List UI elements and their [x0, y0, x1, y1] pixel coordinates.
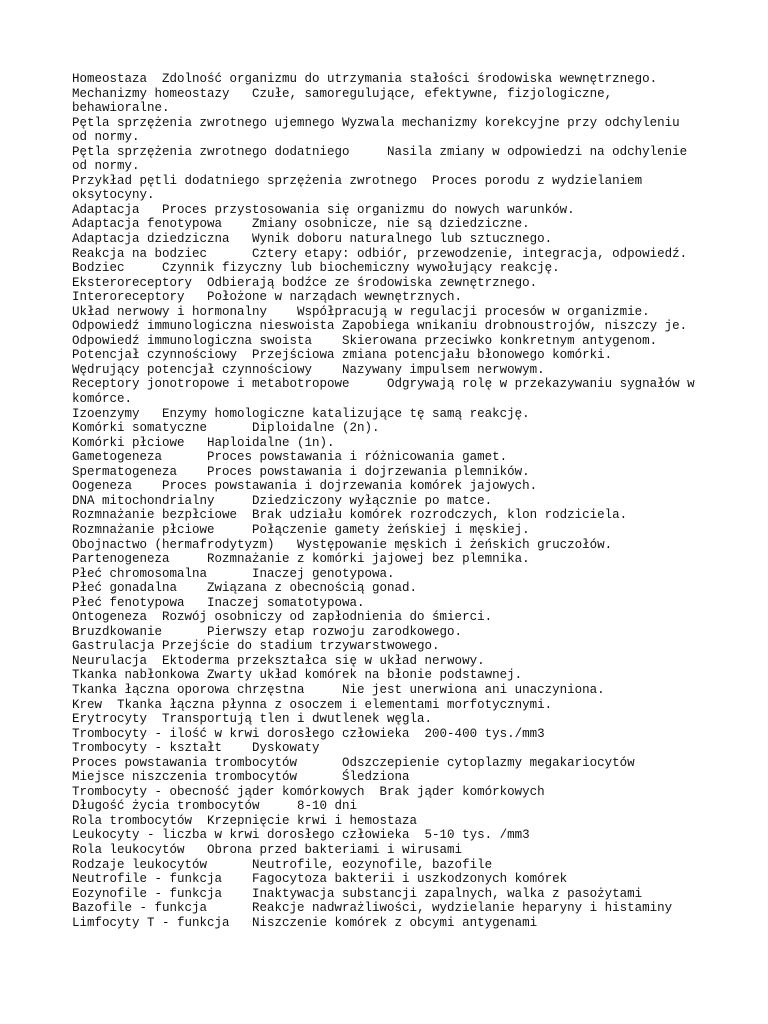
document-text: [72, 72, 712, 930]
text-line: Przykład pętli dodatniego sprzężenia zwrotnego Proces porodu z wydzielaniem: [72, 173, 643, 188]
text-line: Tkanka łączna oporowa chrzęstna Nie jest unerwiona ani unaczyniona.: [72, 682, 605, 697]
text-line: Potencjał czynnościowy Przejściowa zmiana potencjału błonowego komórki.: [72, 348, 613, 363]
text-line: Neutrofile - funkcja Fagocytoza bakterii i uszkodzonych komórek: [72, 872, 568, 887]
text-line: Płeć gonadalna Związana z obecnością gonad.: [72, 581, 418, 596]
text-line: Adaptacja fenotypowa Zmiany osobnicze, nie są dziedziczne.: [72, 217, 530, 232]
text-line: Płeć fenotypowa Inaczej somatotypowa.: [72, 595, 365, 610]
text-line: Komórki somatyczne Diploidalne (2n).: [72, 421, 380, 436]
text-line: Mechanizmy homeostazy Czułe, samoregulujące, efektywne, fizjologiczne,: [72, 86, 613, 101]
text-line: Trombocyty - kształt Dyskowaty: [72, 741, 320, 756]
text-line: Pętla sprzężenia zwrotnego ujemnego Wyzwala mechanizmy korekcyjne przy odchyleniu: [72, 115, 680, 130]
text-line: Ontogeneza Rozwój osobniczy od zapłodnienia do śmierci.: [72, 610, 493, 625]
text-line: Obojnactwo (hermafrodytyzm) Występowanie męskich i żeńskich gruczołów.: [72, 537, 613, 552]
text-line: Erytrocyty Transportują tlen i dwutlenek węgla.: [72, 712, 433, 727]
text-line: Komórki płciowe Haploidalne (1n).: [72, 435, 335, 450]
text-line: Adaptacja dziedziczna Wynik doboru naturalnego lub sztucznego.: [72, 232, 553, 247]
text-line: Proces powstawania trombocytów Odszczepienie cytoplazmy megakariocytów: [72, 755, 635, 770]
text-line: Rola trombocytów Krzepnięcie krwi i hemostaza: [72, 813, 418, 828]
text-line: Eozynofile - funkcja Inaktywacja substancji zapalnych, walka z pasożytami: [72, 886, 643, 901]
text-line: od normy.: [72, 159, 140, 174]
text-line: Trombocyty - ilość w krwi dorosłego człowieka 200-400 tys./mm3: [72, 726, 545, 741]
text-line: Trombocyty - obecność jąder komórkowych Brak jąder komórkowych: [72, 784, 545, 799]
text-line: oksytocyny.: [72, 188, 155, 203]
text-line: Oogeneza Proces powstawania i dojrzewania komórek jajowych.: [72, 479, 538, 494]
text-line: Długość życia trombocytów 8-10 dni: [72, 799, 358, 814]
text-line: Leukocyty - liczba w krwi dorosłego człowieka 5-10 tys. /mm3: [72, 828, 530, 843]
text-line: Bazofile - funkcja Reakcje nadwrażliwości, wydzielanie heparyny i histaminy: [72, 901, 673, 916]
text-line: Wędrujący potencjał czynnościowy Nazywany impulsem nerwowym.: [72, 362, 545, 377]
text-line: Izoenzymy Enzymy homologiczne katalizujące tę samą reakcję.: [72, 406, 530, 421]
text-line: Limfocyty T - funkcja Niszczenie komórek z obcymi antygenami: [72, 915, 538, 930]
text-line: Rodzaje leukocytów Neutrofile, eozynofile, bazofile: [72, 857, 493, 872]
text-line: Rozmnażanie płciowe Połączenie gamety żeńskiej i męskiej.: [72, 522, 530, 537]
text-line: Partenogeneza Rozmnażanie z komórki jajowej bez plemnika.: [72, 552, 530, 567]
text-line: DNA mitochondrialny Dziedziczony wyłącznie po matce.: [72, 493, 493, 508]
text-line: Rola leukocytów Obrona przed bakteriami i wirusami: [72, 842, 463, 857]
text-line: Układ nerwowy i hormonalny Współpracują w regulacji procesów w organizmie.: [72, 304, 650, 319]
text-line: Bruzdkowanie Pierwszy etap rozwoju zarodkowego.: [72, 624, 463, 639]
text-line: Płeć chromosomalna Inaczej genotypowa.: [72, 566, 395, 581]
text-line: Rozmnażanie bezpłciowe Brak udziału komórek rozrodczych, klon rodziciela.: [72, 508, 628, 523]
text-line: od normy.: [72, 130, 140, 145]
text-line: Miejsce niszczenia trombocytów Śledziona: [72, 770, 410, 785]
text-line: Gastrulacja Przejście do stadium trzywarstwowego.: [72, 639, 440, 654]
text-line: Spermatogeneza Proces powstawania i dojrzewania plemników.: [72, 464, 530, 479]
text-line: Odpowiedź immunologiczna nieswoista Zapobiega wnikaniu drobnoustrojów, niszczy je.: [72, 319, 688, 334]
text-line: Krew Tkanka łączna płynna z osoczem i elementami morfotycznymi.: [72, 697, 553, 712]
text-line: behawioralne.: [72, 101, 170, 116]
text-line: komórce.: [72, 392, 133, 407]
text-line: Tkanka nabłonkowa Zwarty układ komórek na błonie podstawnej.: [72, 668, 523, 683]
text-line: Pętla sprzężenia zwrotnego dodatniego Nasila zmiany w odpowiedzi na odchylenie: [72, 144, 688, 159]
text-line: Interoreceptory Położone w narządach wewnętrznych.: [72, 290, 463, 305]
text-line: Bodziec Czynnik fizyczny lub biochemiczny wywołujący reakcję.: [72, 261, 560, 276]
text-line: Gametogeneza Proces powstawania i różnicowania gamet.: [72, 450, 508, 465]
text-line: Adaptacja Proces przystosowania się organizmu do nowych warunków.: [72, 202, 575, 217]
text-line: Eksteroreceptory Odbierają bodźce ze środowiska zewnętrznego.: [72, 275, 538, 290]
text-line: Receptory jonotropowe i metabotropowe Odgrywają rolę w przekazywaniu sygnałów w: [72, 377, 695, 392]
text-line: Reakcja na bodziec Cztery etapy: odbiór, przewodzenie, integracja, odpowiedź.: [72, 246, 688, 261]
text-line: Homeostaza Zdolność organizmu do utrzymania stałości środowiska wewnętrznego.: [72, 72, 658, 86]
text-line: Odpowiedź immunologiczna swoista Skierowana przeciwko konkretnym antygenom.: [72, 333, 658, 348]
text-line: Neurulacja Ektoderma przekształca się w układ nerwowy.: [72, 653, 485, 668]
